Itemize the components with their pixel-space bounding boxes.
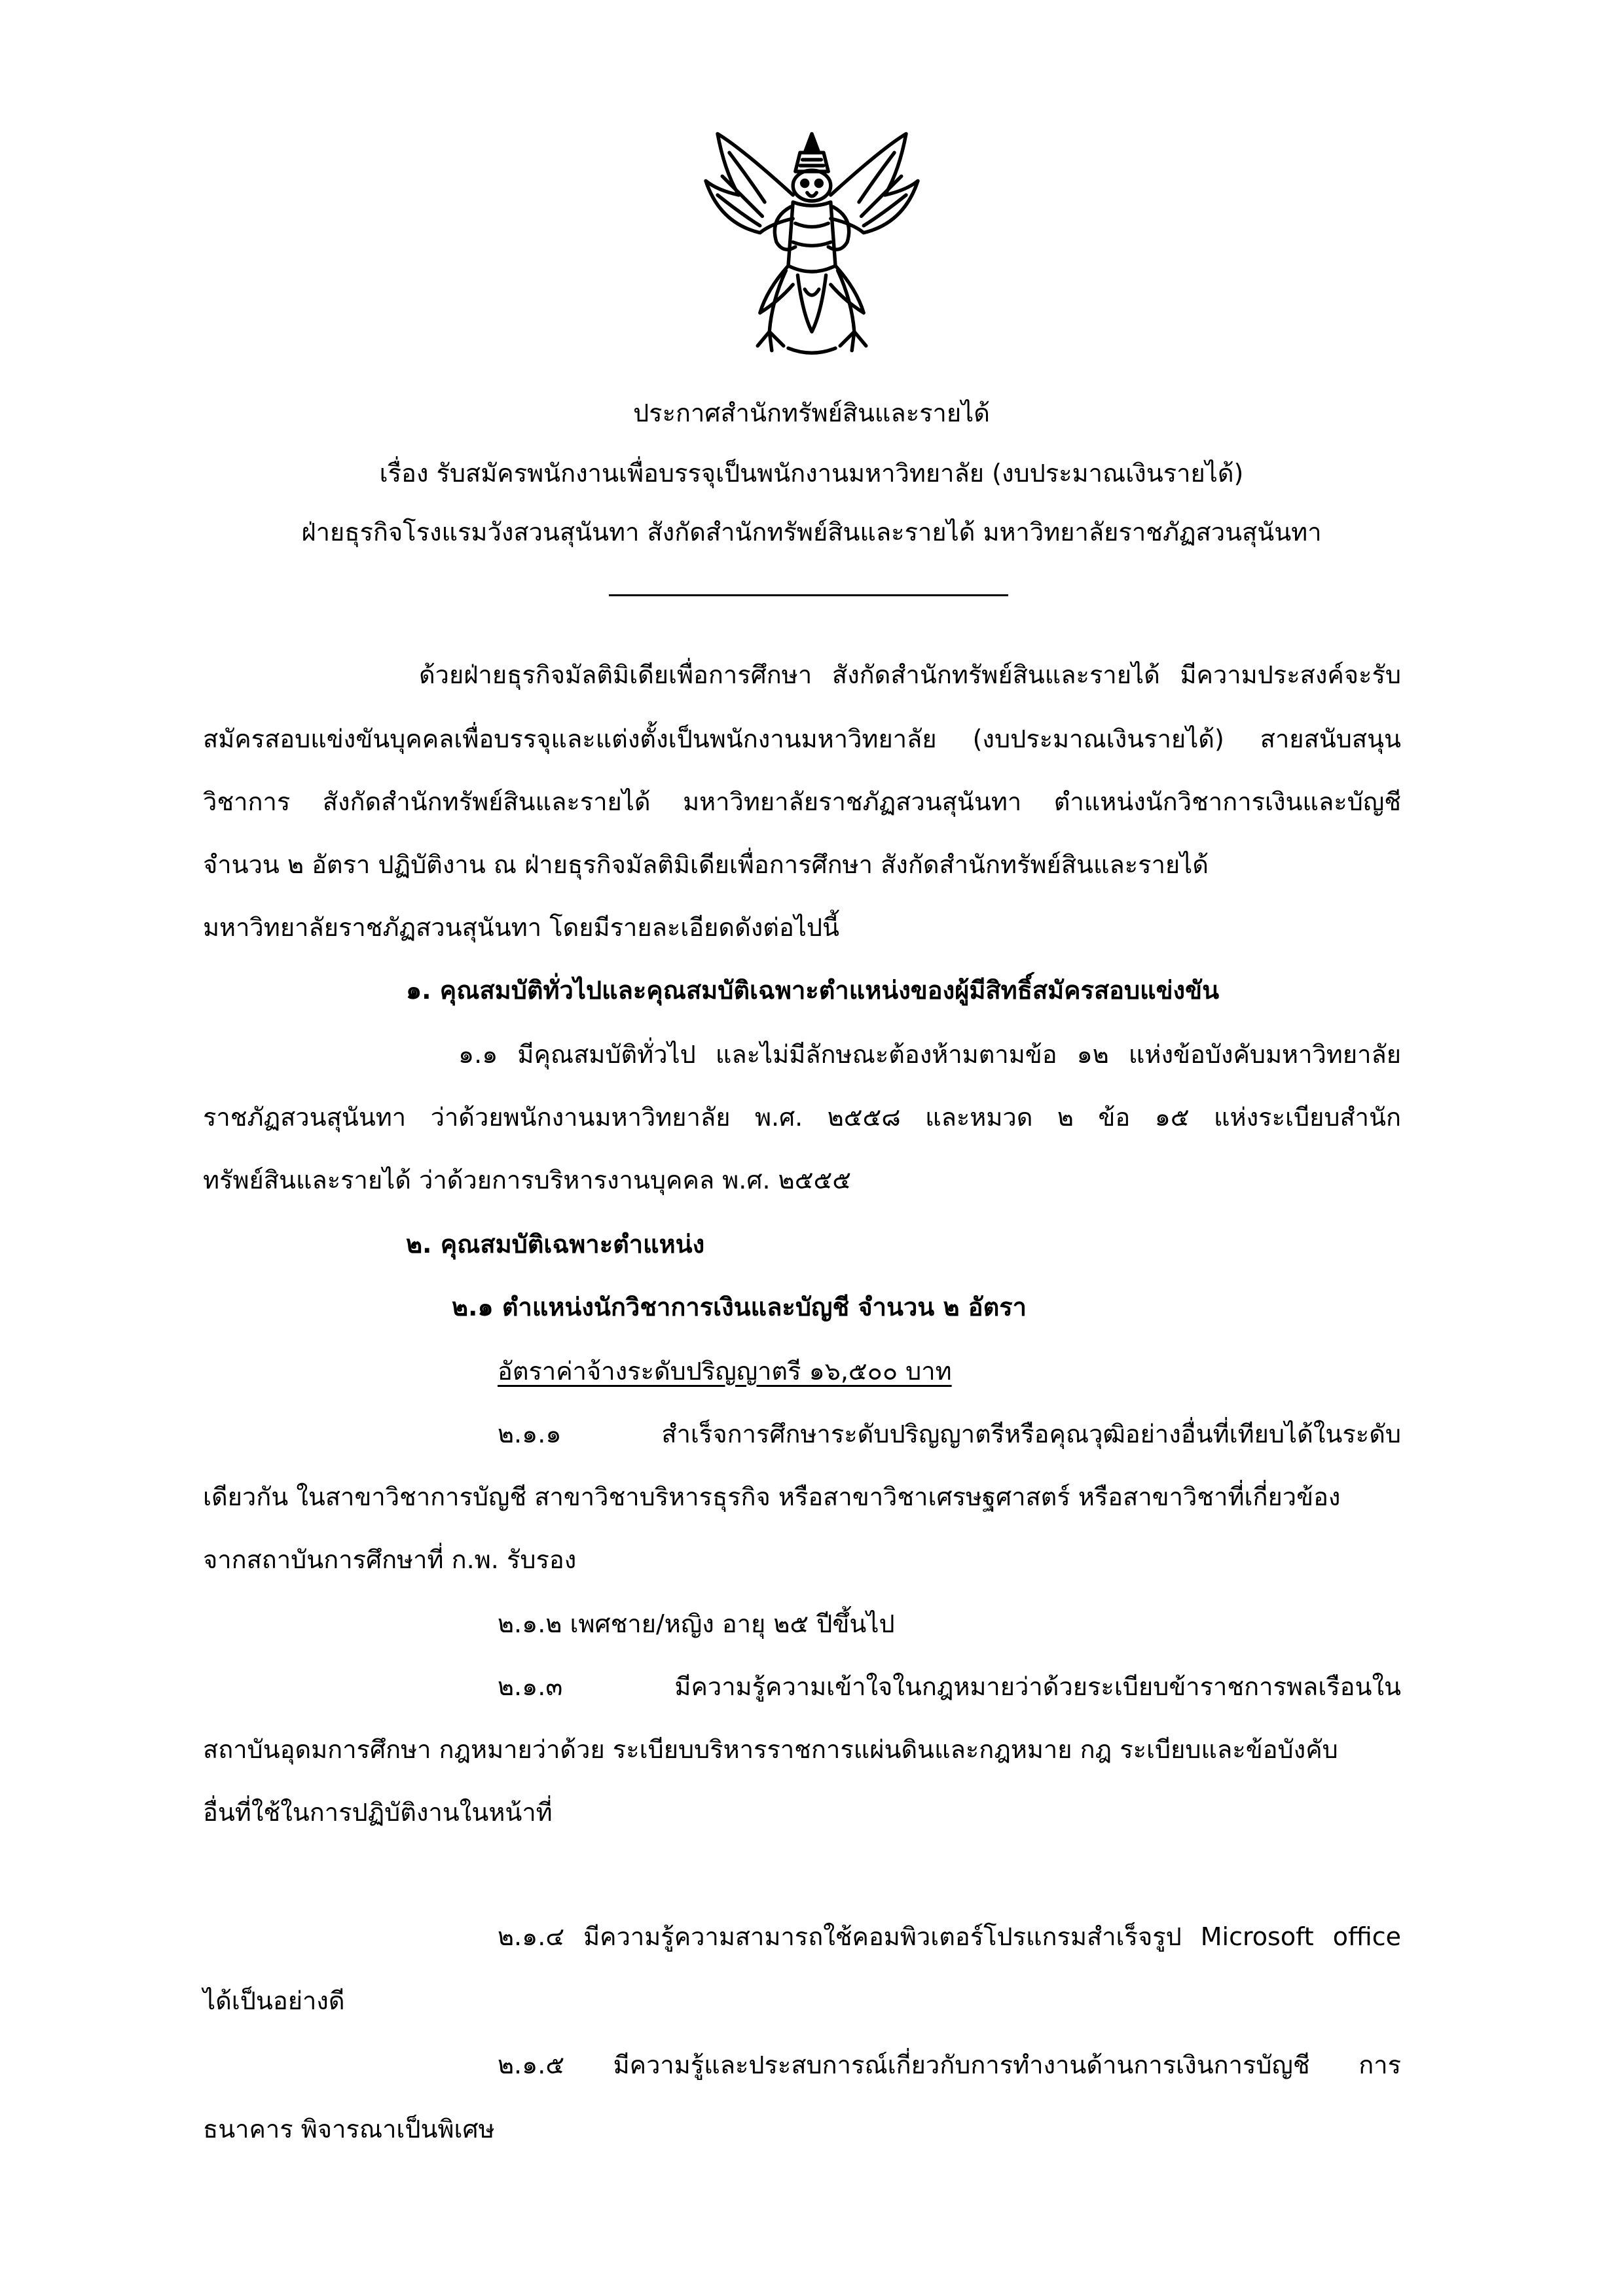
item-2-1-3-line: สถาบันอุดมการศึกษา กฎหมายว่าด้วย ระเบียบบริหารราชการแผ่นดินและกฎหมาย กฎ ระเบียบและข้อบังคับ (203, 1735, 1338, 1764)
item-2-1-4-line: ๒.๑.๔ มีความรู้ความสามารถใช้คอมพิวเตอร์โปรแกรมสำเร็จรูป Microsoft office (498, 1922, 1401, 1951)
garuda-emblem-icon (694, 124, 930, 360)
intro-line: จำนวน ๒ อัตรา ปฏิบัติงาน ณ ฝ่ายธุรกิจมัลติมิเดียเพื่อการศึกษา สังกัดสำนักทรัพย์สินและรายได้ (203, 850, 1209, 879)
item-1-1-line: ราชภัฏสวนสุนันทา ว่าด้วยพนักงานมหาวิทยาลัย พ.ศ. ๒๕๕๘ และหมวด ๒ ข้อ ๑๕ แห่งระเบียบสำนัก (203, 1103, 1401, 1132)
item-2-1-1-line: ๒.๑.๑ สำเร็จการศึกษาระดับปริญญาตรีหรือคุณวุฒิอย่างอื่นที่เทียบได้ในระดับ (498, 1420, 1401, 1448)
intro-line: วิชาการ สังกัดสำนักทรัพย์สินและรายได้ มหาวิทยาลัยราชภัฏสวนสุนันทา ตำแหน่งนักวิชาการเงินและบัญชี (203, 787, 1401, 816)
item-2-1-1-line: จากสถาบันการศึกษาที่ ก.พ. รับรอง (203, 1545, 577, 1574)
intro-line: สมัครสอบแข่งขันบุคคลเพื่อบรรจุและแต่งตั้งเป็นพนักงานมหาวิทยาลัย (งบประมาณเงินรายได้) สายสนับสนุน (203, 725, 1401, 753)
item-2-1-3-line: อื่นที่ใช้ในการปฏิบัติงานในหน้าที่ (203, 1798, 553, 1827)
announcement-department: ฝ่ายธุรกิจโรงแรมวังสวนสุนันทา สังกัดสำนักทรัพย์สินและรายได้ มหาวิทยาลัยราชภัฏสวนสุนันทา (301, 518, 1322, 547)
salary-rate: อัตราค่าจ้างระดับปริญญาตรี ๑๖,๕๐๐ บาท (498, 1357, 952, 1386)
position-heading: ๒.๑ ตำแหน่งนักวิชาการเงินและบัญชี จำนวน ๒ อัตรา (452, 1293, 1027, 1321)
announcement-title: ประกาศสำนักทรัพย์สินและรายได้ (633, 399, 990, 427)
intro-line: ด้วยฝ่ายธุรกิจมัลติมิเดียเพื่อการศึกษา สังกัดสำนักทรัพย์สินและรายได้ มีความประสงค์จะรับ (419, 660, 1401, 689)
announcement-subject: เรื่อง รับสมัครพนักงานเพื่อบรรจุเป็นพนักงานมหาวิทยาลัย (งบประมาณเงินรายได้) (379, 459, 1244, 488)
item-2-1-5-line: ๒.๑.๕ มีความรู้และประสบการณ์เกี่ยวกับการทำงานด้านการเงินการบัญชี การ (498, 2051, 1401, 2079)
intro-line: มหาวิทยาลัยราชภัฏสวนสุนันทา โดยมีรายละเอียดดังต่อไปนี้ (203, 913, 840, 942)
item-2-1-5-line: ธนาคาร พิจารณาเป็นพิเศษ (203, 2115, 495, 2144)
item-1-1-line: ทรัพย์สินและรายได้ ว่าด้วยการบริหารงานบุคคล พ.ศ. ๒๕๕๕ (203, 1166, 851, 1194)
section-1-heading: ๑. คุณสมบัติทั่วไปและคุณสมบัติเฉพาะตำแหน่งของผู้มีสิทธิ์สมัครสอบแข่งขัน (406, 976, 1220, 1005)
item-2-1-2: ๒.๑.๒ เพศชาย/หญิง อายุ ๒๕ ปีขึ้นไป (498, 1609, 895, 1638)
title-divider (609, 594, 1008, 596)
item-2-1-1-line: เดียวกัน ในสาขาวิชาการบัญชี สาขาวิชาบริหารธุรกิจ หรือสาขาวิชาเศรษฐศาสตร์ หรือสาขาวิชาที่เกี่ยวข้อง (203, 1482, 1341, 1511)
item-2-1-4-line: ได้เป็นอย่างดี (203, 1986, 345, 2015)
item-1-1-line: ๑.๑ มีคุณสมบัติทั่วไป และไม่มีลักษณะต้องห้ามตามข้อ ๑๒ แห่งข้อบังคับมหาวิทยาลัย (458, 1040, 1401, 1069)
item-2-1-3-line: ๒.๑.๓ มีความรู้ความเข้าใจในกฎหมายว่าด้วยระเบียบข้าราชการพลเรือนใน (498, 1672, 1401, 1701)
section-2-heading: ๒. คุณสมบัติเฉพาะตำแหน่ง (406, 1230, 705, 1259)
